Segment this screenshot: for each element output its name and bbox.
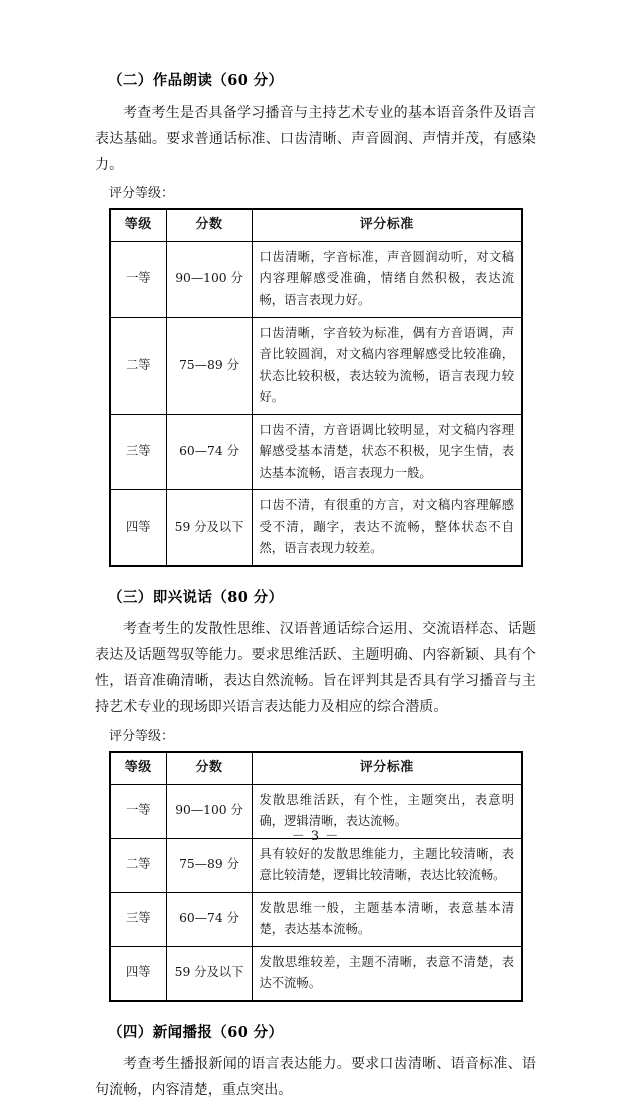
cell-grade: 一等 (110, 784, 166, 838)
cell-grade: 四等 (110, 946, 166, 1001)
table-header-row (110, 752, 522, 784)
grading-table-label: 评分等级： (109, 728, 175, 744)
column-header-grade: 等级 (110, 752, 166, 784)
cell-grade: 二等 (110, 317, 166, 414)
table-row (110, 838, 522, 892)
section-spacer (95, 1002, 536, 1022)
section-heading-xinwenbobao: （四）新闻播报（60 分） (108, 1023, 284, 1041)
cell-grade: 四等 (110, 490, 166, 566)
cell-score: 59 分及以下 (166, 490, 252, 566)
grading-table-label: 评分等级： (109, 186, 175, 202)
cell-criteria: 口齿清晰，字音较为标准，偶有方音语调，声音比较圆润，对文稿内容理解感受比较准确，状态比较积极，表达较为流畅，语言表现力较好。 (252, 317, 522, 414)
cell-criteria: 发散思维活跃，有个性，主题突出，表意明确，逻辑清晰，表达流畅。 (252, 784, 522, 838)
section-heading-zuopinlangdu: （二）作品朗读（60 分） (108, 72, 284, 89)
grading-table-zuopinlangdu (109, 208, 523, 566)
table-header-row (110, 209, 522, 241)
section-spacer (95, 567, 536, 587)
section-paragraph: 考查考生播报新闻的语言表达能力。要求口齿清晰、语音标准、语句流畅，内容清楚，重点突出。 (95, 1056, 536, 1099)
cell-criteria: 口齿不清，方音语调比较明显，对文稿内容理解感受基本清楚，状态不积极，见字生情，表达基本流畅，语言表现力一般。 (252, 414, 522, 490)
cell-criteria: 发散思维较差，主题不清晰，表意不清楚，表达不流畅。 (252, 946, 522, 1001)
column-header-criteria: 评分标准 (252, 752, 522, 784)
cell-score: 60—74 分 (166, 892, 252, 946)
column-header-criteria: 评分标准 (252, 209, 522, 241)
table-row (110, 317, 522, 414)
cell-score: 75—89 分 (166, 317, 252, 414)
section-paragraph: 考查考生的发散性思维、汉语普通话综合运用、交流语样态、话题表达及话题驾驭等能力。要求思维活跃、主题明确、内容新颖、具有个性，语音准确清晰，表达自然流畅。旨在评判其是否具有学习播音与主持艺术专业的现场即兴语言表达能力及相应的综合潜质。 (95, 621, 536, 716)
table-row (110, 946, 522, 1001)
table-row (110, 414, 522, 490)
cell-criteria: 具有较好的发散思维能力，主题比较清晰，表意比较清楚，逻辑比较清晰，表达比较流畅。 (252, 838, 522, 892)
table-row (110, 241, 522, 317)
grading-table-jixingshuohua (109, 751, 523, 1002)
cell-score: 59 分及以下 (166, 946, 252, 1001)
section-paragraph: 考查考生是否具备学习播音与主持艺术专业的基本语音条件及语言表达基础。要求普通话标准、口齿清晰、声音圆润、声情并茂，有感染力。 (95, 104, 536, 173)
section-heading-jixingshuohua: （三）即兴说话（80 分） (108, 588, 284, 606)
cell-score: 60—74 分 (166, 414, 252, 490)
page-number: － 3 － (291, 829, 340, 844)
cell-grade: 三等 (110, 892, 166, 946)
column-header-score: 分数 (166, 209, 252, 241)
cell-criteria: 口齿不清，有很重的方言，对文稿内容理解感受不清，蹦字，表达不流畅，整体状态不自然，语言表现力较差。 (252, 490, 522, 566)
cell-score: 90—100 分 (166, 784, 252, 838)
cell-criteria: 发散思维一般，主题基本清晰，表意基本清楚，表达基本流畅。 (252, 892, 522, 946)
cell-grade: 三等 (110, 414, 166, 490)
cell-grade: 二等 (110, 838, 166, 892)
column-header-score: 分数 (166, 752, 252, 784)
column-header-grade: 等级 (110, 209, 166, 241)
table-row (110, 490, 522, 566)
cell-criteria: 口齿清晰，字音标准，声音圆润动听，对文稿内容理解感受准确，情绪自然积极，表达流畅，语言表现力好。 (252, 241, 522, 317)
page-content (95, 70, 536, 1110)
cell-grade: 一等 (110, 241, 166, 317)
cell-score: 75—89 分 (166, 838, 252, 892)
cell-score: 90—100 分 (166, 241, 252, 317)
table-row (110, 892, 522, 946)
